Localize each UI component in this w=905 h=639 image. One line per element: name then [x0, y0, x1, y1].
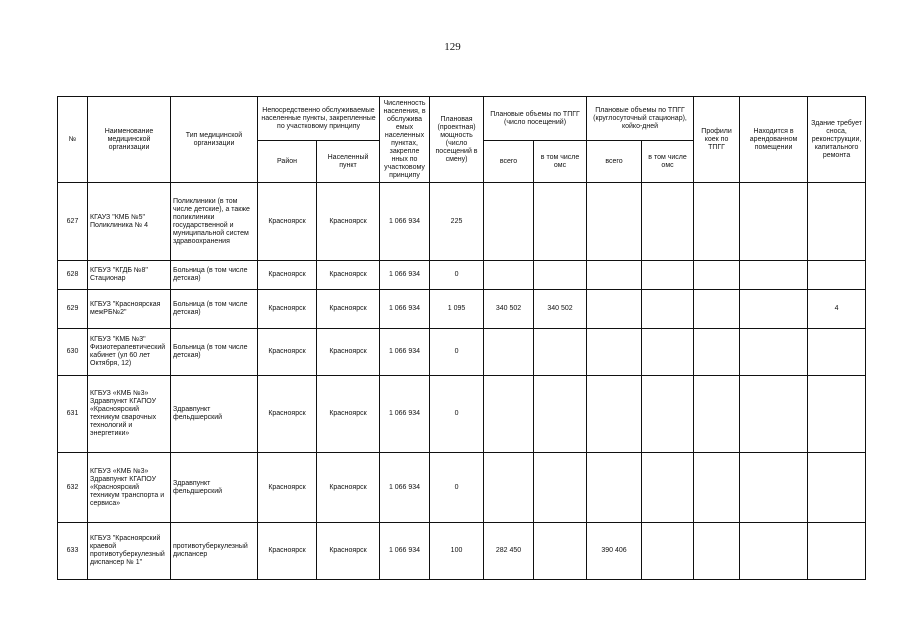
cell-district: Красноярск: [258, 261, 317, 290]
cell-beds-total: [587, 183, 642, 261]
cell-locality: Красноярск: [317, 376, 380, 453]
cell-org-type: Поликлиники (в том числе детские), а также поликлиники государственной и муниципальной систем здравоохранения: [171, 183, 258, 261]
cell-org-type: Здравпункт фельдшерский: [171, 453, 258, 523]
cell-repair: 4: [808, 290, 866, 329]
cell-num: 627: [58, 183, 88, 261]
cell-beds-oms: [642, 376, 694, 453]
cell-visits-total: [484, 183, 534, 261]
cell-locality: Красноярск: [317, 329, 380, 376]
cell-org-name: КГБУЗ "КМБ №3" Физиотерапевтический кабинет (ул 60 лет Октября, 12): [88, 329, 171, 376]
cell-org-name: КГБУЗ "КГДБ №8" Стационар: [88, 261, 171, 290]
cell-rented: [740, 290, 808, 329]
cell-org-name: КГБУЗ «КМБ №3» Здравпункт КГАПОУ «Красноярский техникум транспорта и сервиса»: [88, 453, 171, 523]
cell-population: 1 066 934: [380, 290, 430, 329]
cell-district: Красноярск: [258, 376, 317, 453]
cell-rented: [740, 183, 808, 261]
cell-org-name: КГБУЗ «КМБ №3» Здравпункт КГАПОУ «Красноярский техникум сварочных технологий и энергетики»: [88, 376, 171, 453]
cell-visits-total: [484, 261, 534, 290]
cell-bed-profile: [694, 290, 740, 329]
cell-num: 630: [58, 329, 88, 376]
cell-district: Красноярск: [258, 290, 317, 329]
cell-beds-oms: [642, 183, 694, 261]
cell-population: 1 066 934: [380, 329, 430, 376]
cell-rented: [740, 523, 808, 580]
header-org-type: Тип медицинской организации: [171, 97, 258, 183]
cell-org-type: противотуберкулезный диспансер: [171, 523, 258, 580]
cell-district: Красноярск: [258, 329, 317, 376]
cell-org-type: Больница (в том числе детская): [171, 261, 258, 290]
cell-bed-profile: [694, 376, 740, 453]
cell-org-type: Больница (в том числе детская): [171, 290, 258, 329]
cell-org-name: КГАУЗ "КМБ №5" Поликлиника № 4: [88, 183, 171, 261]
cell-visits-total: [484, 376, 534, 453]
header-visits-oms: в том числе омс: [534, 141, 587, 183]
cell-population: 1 066 934: [380, 453, 430, 523]
header-beds-total: всего: [587, 141, 642, 183]
cell-beds-oms: [642, 290, 694, 329]
cell-org-type: Здравпункт фельдшерский: [171, 376, 258, 453]
header-capacity: Плановая (проектная) мощность (число посещений в смену): [430, 97, 484, 183]
cell-beds-oms: [642, 261, 694, 290]
cell-beds-total: [587, 290, 642, 329]
page-number: 129: [444, 41, 461, 53]
header-beds-oms: в том числе омс: [642, 141, 694, 183]
header-population: Численность населения, в обслужива емых населенных пунктах, закрепле нных по участковому принципу: [380, 97, 430, 183]
cell-org-name: КГБУЗ "Красноярская межРБ№2": [88, 290, 171, 329]
table-row: [58, 523, 866, 580]
table-row: [58, 183, 866, 261]
cell-beds-total: [587, 453, 642, 523]
cell-rented: [740, 453, 808, 523]
cell-visits-oms: [534, 183, 587, 261]
cell-capacity: 0: [430, 261, 484, 290]
table-row: [58, 261, 866, 290]
cell-repair: [808, 329, 866, 376]
cell-org-name: КГБУЗ "Красноярский краевой противотуберкулезный диспансер № 1": [88, 523, 171, 580]
cell-num: 633: [58, 523, 88, 580]
header-visits-total: всего: [484, 141, 534, 183]
cell-beds-total: [587, 261, 642, 290]
cell-visits-total: [484, 453, 534, 523]
header-locality: Населенный пункт: [317, 141, 380, 183]
cell-capacity: 1 095: [430, 290, 484, 329]
header-rented-premises: Находится в арендованном помещении: [740, 97, 808, 183]
cell-visits-oms: [534, 453, 587, 523]
cell-population: 1 066 934: [380, 376, 430, 453]
table-row: [58, 329, 866, 376]
medical-organizations-table: [57, 96, 866, 580]
cell-visits-total: [484, 329, 534, 376]
cell-population: 1 066 934: [380, 261, 430, 290]
cell-capacity: 0: [430, 453, 484, 523]
cell-org-type: Больница (в том числе детская): [171, 329, 258, 376]
header-planned-visits: Плановые объемы по ТПГГ (число посещений): [484, 97, 587, 141]
cell-district: Красноярск: [258, 453, 317, 523]
cell-visits-oms: [534, 261, 587, 290]
header-num: №: [58, 97, 88, 183]
header-district: Район: [258, 141, 317, 183]
header-planned-bed-days: Плановые объемы по ТПГГ (круглосуточный стационар), койко-дней: [587, 97, 694, 141]
cell-num: 629: [58, 290, 88, 329]
cell-repair: [808, 261, 866, 290]
cell-locality: Красноярск: [317, 290, 380, 329]
table-row: [58, 290, 866, 329]
cell-repair: [808, 453, 866, 523]
cell-num: 632: [58, 453, 88, 523]
cell-population: 1 066 934: [380, 183, 430, 261]
cell-capacity: 0: [430, 376, 484, 453]
cell-locality: Красноярск: [317, 183, 380, 261]
cell-beds-oms: [642, 523, 694, 580]
cell-visits-oms: [534, 329, 587, 376]
cell-bed-profile: [694, 523, 740, 580]
header-building-repair: Здание требует сноса, реконструкции, капитального ремонта: [808, 97, 866, 183]
cell-district: Красноярск: [258, 523, 317, 580]
cell-visits-oms: 340 502: [534, 290, 587, 329]
cell-rented: [740, 261, 808, 290]
cell-num: 631: [58, 376, 88, 453]
header-row: [58, 97, 866, 141]
header-org-name: Наименование медицинской организации: [88, 97, 171, 183]
cell-capacity: 225: [430, 183, 484, 261]
table-row: [58, 453, 866, 523]
cell-beds-total: 390 406: [587, 523, 642, 580]
cell-visits-total: 340 502: [484, 290, 534, 329]
table-row: [58, 376, 866, 453]
cell-beds-total: [587, 376, 642, 453]
cell-visits-total: 282 450: [484, 523, 534, 580]
cell-capacity: 0: [430, 329, 484, 376]
cell-bed-profile: [694, 453, 740, 523]
cell-repair: [808, 376, 866, 453]
header-served-localities: Непосредственно обслуживаемые населенные пункты, закрепленные по участковому принципу: [258, 97, 380, 141]
cell-locality: Красноярск: [317, 453, 380, 523]
cell-beds-oms: [642, 453, 694, 523]
cell-beds-total: [587, 329, 642, 376]
cell-population: 1 066 934: [380, 523, 430, 580]
cell-district: Красноярск: [258, 183, 317, 261]
cell-visits-oms: [534, 376, 587, 453]
cell-capacity: 100: [430, 523, 484, 580]
cell-visits-oms: [534, 523, 587, 580]
cell-rented: [740, 329, 808, 376]
cell-bed-profile: [694, 183, 740, 261]
cell-beds-oms: [642, 329, 694, 376]
cell-locality: Красноярск: [317, 261, 380, 290]
header-bed-profiles: Профили коек по ТПГГ: [694, 97, 740, 183]
cell-bed-profile: [694, 329, 740, 376]
cell-num: 628: [58, 261, 88, 290]
cell-rented: [740, 376, 808, 453]
cell-bed-profile: [694, 261, 740, 290]
cell-repair: [808, 183, 866, 261]
cell-locality: Красноярск: [317, 523, 380, 580]
cell-repair: [808, 523, 866, 580]
